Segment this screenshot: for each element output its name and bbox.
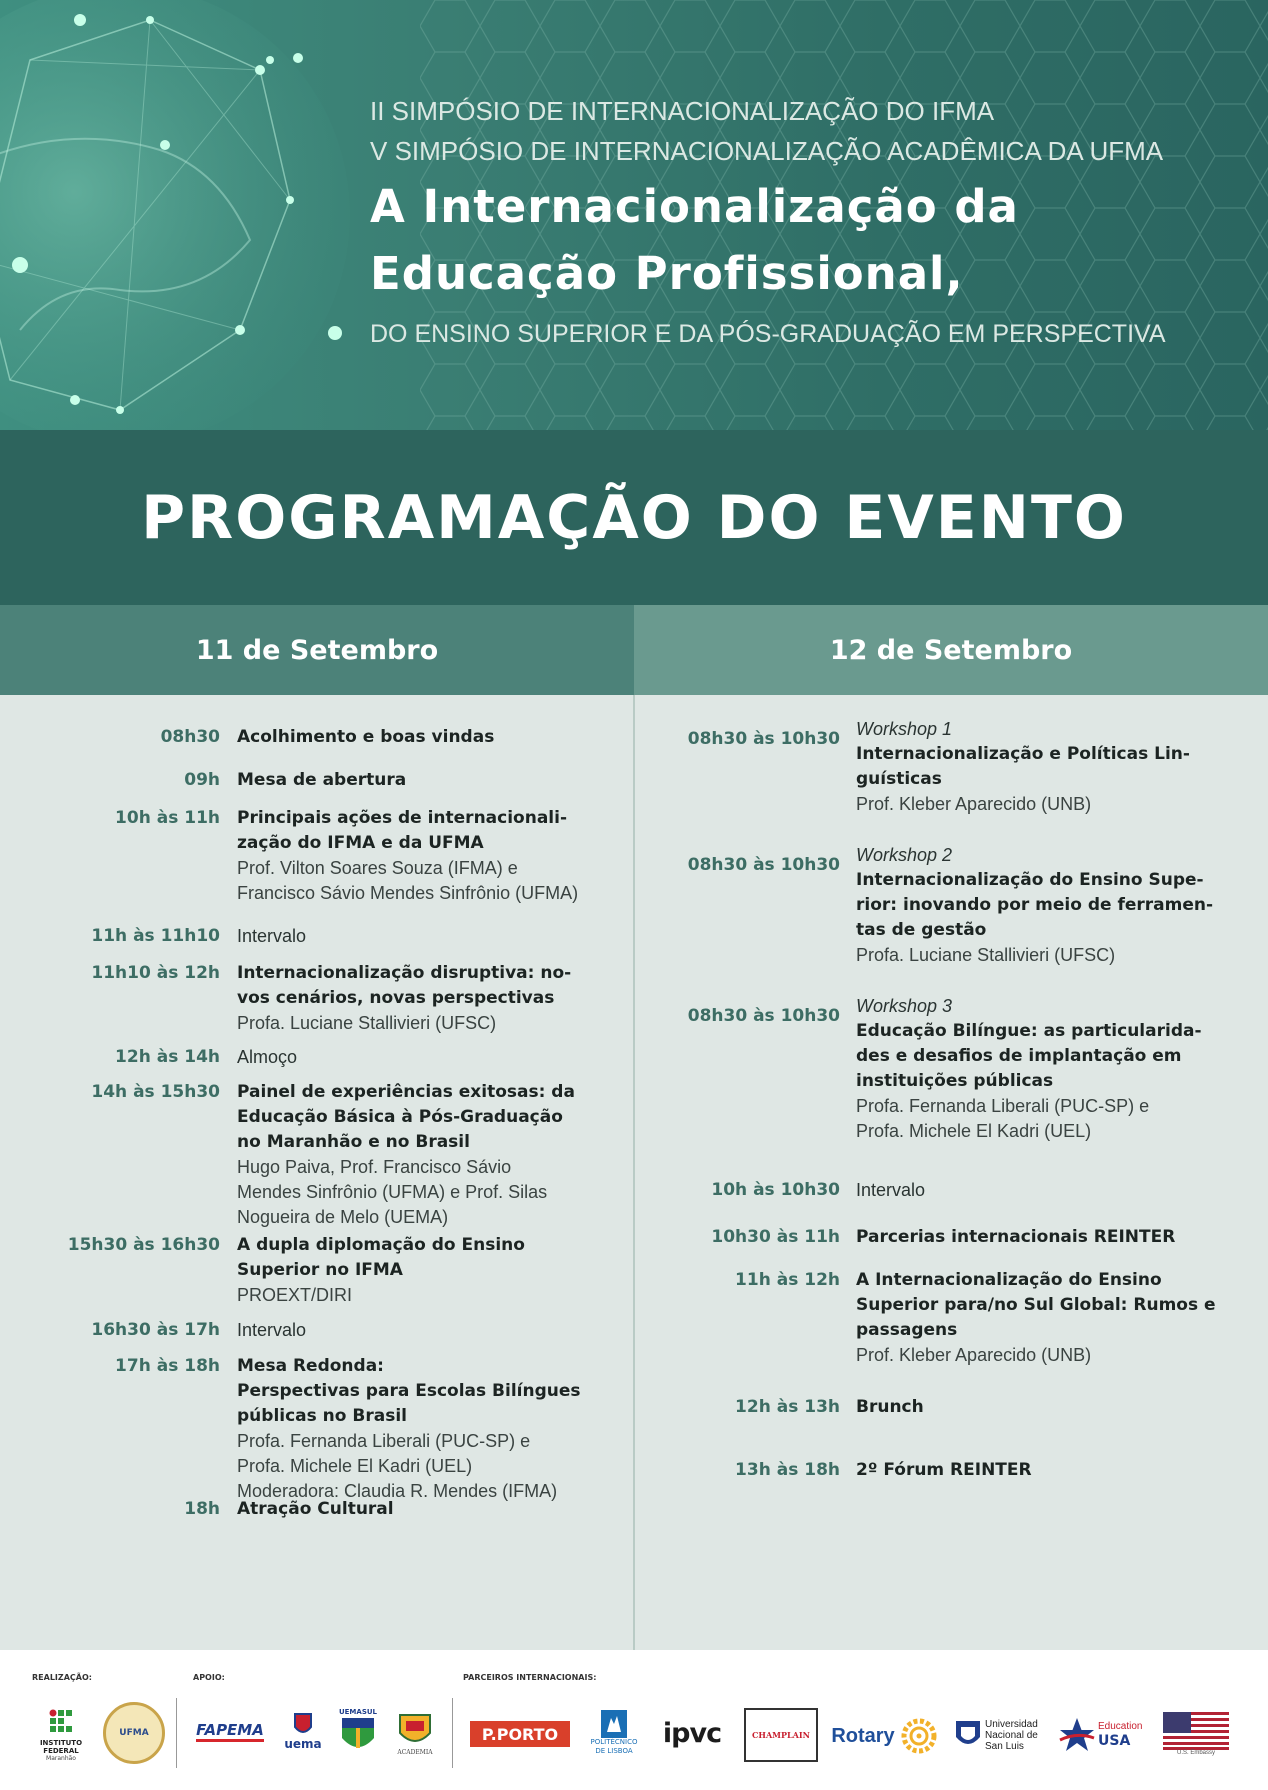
education-usa-text-1: Education <box>1098 1721 1143 1732</box>
item-title: 2º Fórum REINTER <box>856 1460 1032 1480</box>
pporto-logo <box>470 1721 570 1747</box>
footer-logos <box>0 1650 1268 1790</box>
ufma-seal-logo <box>103 1702 165 1764</box>
item-title: Internacionalização do Ensino Supe- rior: inovando por meio de ferramen- tas de gestão <box>856 870 1214 940</box>
academia-logo <box>390 1702 440 1766</box>
item-title: Intervalo <box>237 926 307 946</box>
event-title-line-2: Educação Profissional, <box>370 247 964 300</box>
item-title: Atração Cultural <box>237 1499 394 1519</box>
item-time: 10h às 10h30 <box>711 1180 840 1200</box>
day2-schedule <box>635 695 1268 1650</box>
item-time: 16h30 às 17h <box>91 1320 220 1340</box>
politecnico-text-2: DE LISBOA <box>595 1747 633 1755</box>
footer-divider <box>176 1698 177 1768</box>
item-title: Parcerias internacionais REINTER <box>856 1227 1176 1247</box>
workshop-label: Workshop 3 <box>856 996 953 1016</box>
item-speakers: PROEXT/DIRI <box>237 1285 353 1305</box>
ipvc-logo <box>660 1716 724 1750</box>
ifma-line1: INSTITUTO <box>39 1738 83 1747</box>
item-title: Mesa de abertura <box>237 770 407 790</box>
star-icon <box>1058 1716 1096 1754</box>
item-title: Educação Bilíngue: as particularida- des e desafios de implantação em instituições públicas <box>856 1021 1202 1091</box>
item-title: Principais ações de internacionali- zação do IFMA e da UFMA <box>237 808 568 853</box>
uemasul-logo <box>336 1702 380 1762</box>
day1-heading: 11 de Setembro <box>0 605 634 695</box>
us-flag-icon <box>1163 1712 1229 1750</box>
uema-crest-icon <box>294 1713 312 1737</box>
uema-text: uema <box>284 1737 322 1751</box>
header <box>0 0 1268 430</box>
item-time: 15h30 às 16h30 <box>67 1235 220 1255</box>
us-embassy-text: U.S. Embassy <box>1176 1750 1215 1756</box>
item-title: Internacionalização disruptiva: no- vos cenários, novas perspectivas <box>237 963 572 1008</box>
academia-text: ACADEMIA <box>397 1748 433 1756</box>
education-usa-logo <box>1058 1712 1150 1758</box>
politecnico-lisboa-logo <box>584 1702 644 1764</box>
ifma-logo <box>36 1700 86 1770</box>
program-title: PROGRAMAÇÃO DO EVENTO <box>141 482 1127 553</box>
unsl-shield-icon <box>954 1719 982 1751</box>
item-title: Almoço <box>237 1047 298 1067</box>
item-time: 12h às 13h <box>735 1397 840 1417</box>
symposium-subtitle-ifma: II SIMPÓSIO DE INTERNACIONALIZAÇÃO DO IFMA <box>370 96 995 126</box>
uema-logo <box>280 1704 326 1760</box>
champlain-logo <box>744 1708 818 1762</box>
uemasul-shield-icon <box>340 1716 376 1756</box>
item-time: 11h às 11h10 <box>91 926 220 946</box>
item-time: 17h às 18h <box>115 1356 220 1376</box>
ifma-line3: Maranhão <box>46 1754 76 1762</box>
item-speakers: Prof. Kleber Aparecido (UNB) <box>856 1345 1092 1365</box>
symposium-subtitle-ufma: V SIMPÓSIO DE INTERNACIONALIZAÇÃO ACADÊMICA DA UFMA <box>370 136 1164 166</box>
program-banner <box>0 430 1268 605</box>
item-time: 08h30 <box>160 727 220 747</box>
item-time: 13h às 18h <box>735 1460 840 1480</box>
education-usa-text-2: USA <box>1098 1733 1131 1749</box>
ifma-grid-icon <box>49 1709 73 1739</box>
item-title: A Internacionalização do Ensino Superior para/no Sul Global: Rumos e passagens <box>856 1270 1216 1340</box>
workshop-label: Workshop 2 <box>856 845 953 865</box>
item-title: Painel de experiências exitosas: da Educação Básica à Pós-Graduação no Maranhão e no Brasil <box>237 1082 575 1152</box>
item-time: 11h às 12h <box>735 1270 840 1290</box>
item-title: A dupla diplomação do Ensino Superior no IFMA <box>237 1235 525 1280</box>
apoio-label: APOIO: <box>193 1673 225 1682</box>
item-time: 12h às 14h <box>115 1047 220 1067</box>
fapema-logo <box>190 1716 270 1746</box>
day1-schedule <box>0 695 635 1650</box>
unsl-text-3: San Luis <box>985 1740 1024 1752</box>
item-time: 10h às 11h <box>115 808 220 828</box>
unsl-text-1: Universidad <box>985 1718 1038 1730</box>
item-title: Brunch <box>856 1397 924 1417</box>
item-title: Intervalo <box>856 1180 926 1200</box>
item-title: Intervalo <box>237 1320 307 1340</box>
politecnico-mark-icon <box>601 1710 627 1738</box>
item-title: Mesa Redonda: Perspectivas para Escolas Bilíngues públicas no Brasil <box>237 1356 581 1426</box>
item-title: Internacionalização e Políticas Lin- guísticas <box>856 744 1190 789</box>
item-time: 09h <box>184 770 220 790</box>
champlain-text: CHAMPLAIN <box>752 1730 810 1740</box>
ufma-text: UFMA <box>119 1728 149 1738</box>
pporto-text: P.PORTO <box>481 1724 559 1744</box>
uemasul-text: UEMASUL <box>338 1708 378 1716</box>
workshop-label: Workshop 1 <box>856 719 953 739</box>
day2-heading: 12 de Setembro <box>634 605 1268 695</box>
item-time: 08h30 às 10h30 <box>687 1006 840 1026</box>
unsl-text-2: Nacional de <box>985 1729 1038 1741</box>
item-time: 08h30 às 10h30 <box>687 729 840 749</box>
rotary-logo <box>826 1718 942 1754</box>
politecnico-text-1: POLITÉCNICO <box>590 1738 638 1746</box>
item-speakers: Prof. Vilton Soares Souza (IFMA) e Francisco Sávio Mendes Sinfrônio (UFMA) <box>237 858 579 903</box>
item-title: Acolhimento e boas vindas <box>237 727 495 747</box>
item-speakers: Profa. Luciane Stallivieri (UFSC) <box>237 1013 497 1033</box>
item-speakers: Profa. Luciane Stallivieri (UFSC) <box>856 945 1116 965</box>
rotary-text: Rotary <box>831 1724 895 1747</box>
us-embassy-logo <box>1162 1708 1230 1760</box>
rotary-wheel-icon <box>901 1718 937 1754</box>
item-speakers: Hugo Paiva, Prof. Francisco Sávio Mendes Sinfrônio (UFMA) e Prof. Silas Nogueira de Melo (UEMA) <box>237 1157 548 1227</box>
item-speakers: Prof. Kleber Aparecido (UNB) <box>856 794 1092 814</box>
event-title-line-1: A Internacionalização da <box>370 180 1019 233</box>
item-time: 18h <box>184 1499 220 1519</box>
footer-divider <box>452 1698 453 1768</box>
ifma-line2: FEDERAL <box>43 1746 79 1755</box>
item-time: 08h30 às 10h30 <box>687 855 840 875</box>
item-time: 10h30 às 11h <box>711 1227 840 1247</box>
item-speakers: Profa. Fernanda Liberali (PUC-SP) e Profa. Michele El Kadri (UEL) <box>856 1096 1150 1141</box>
item-time: 11h10 às 12h <box>91 963 220 983</box>
fapema-text: FAPEMA <box>196 1721 264 1742</box>
unsl-logo <box>954 1712 1048 1758</box>
event-title-subtitle: DO ENSINO SUPERIOR E DA PÓS-GRADUAÇÃO EM PERSPECTIVA <box>370 320 1166 348</box>
ipvc-text: ipvc <box>662 1717 722 1749</box>
realizacao-label: REALIZAÇÃO: <box>32 1673 92 1682</box>
academia-crest-icon <box>398 1713 432 1749</box>
item-time: 14h às 15h30 <box>91 1082 220 1102</box>
item-speakers: Profa. Fernanda Liberali (PUC-SP) e Profa. Michele El Kadri (UEL) Moderadora: Claudia R. Mendes (IFMA) <box>237 1431 558 1501</box>
parceiros-label: PARCEIROS INTERNACIONAIS: <box>463 1673 597 1682</box>
